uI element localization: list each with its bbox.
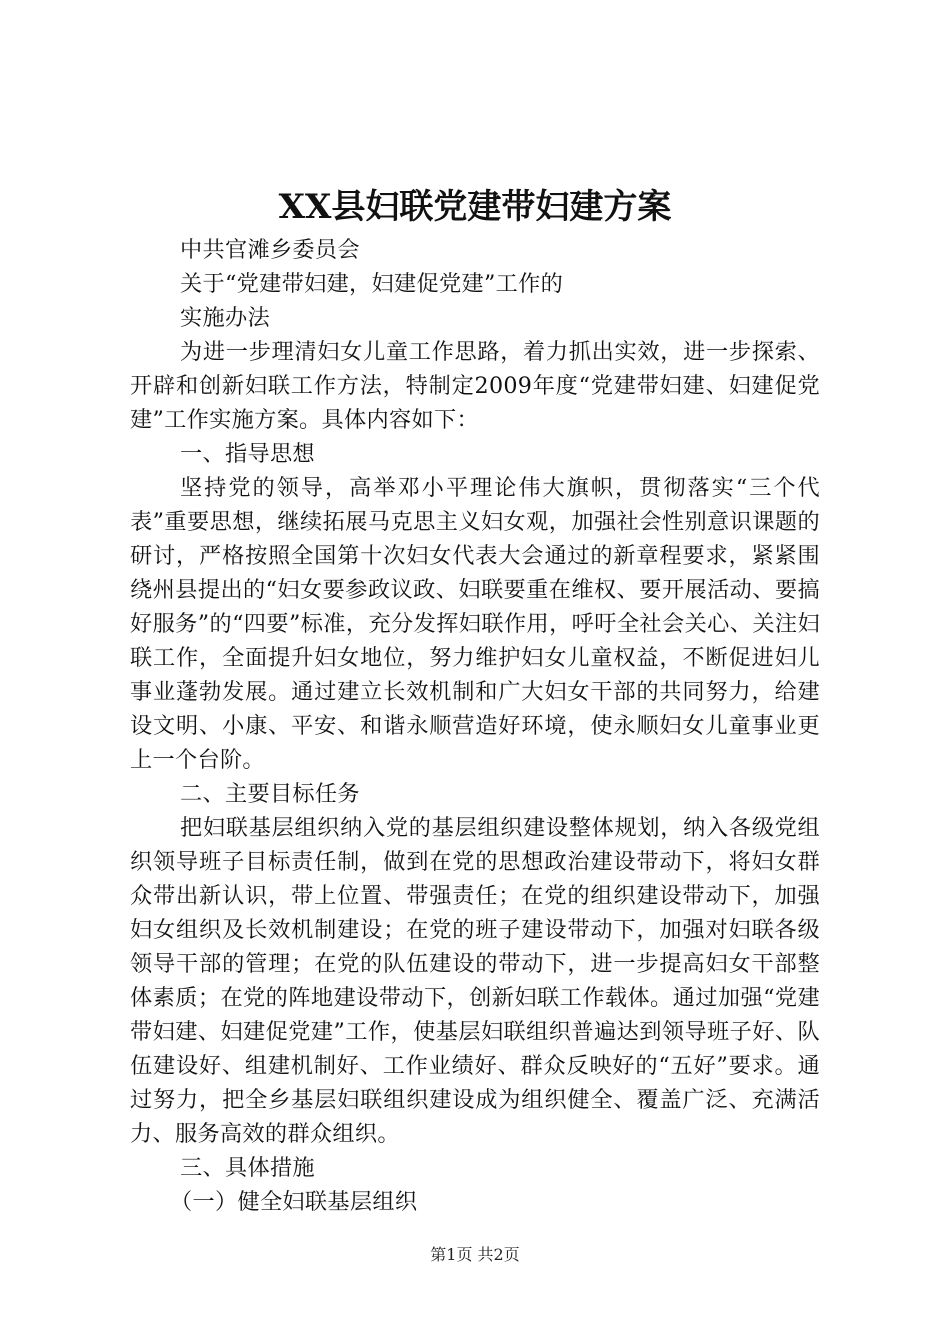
section1-paragraph: 坚持党的领导，高举邓小平理论伟大旗帜，贯彻落实“三个代表”重要思想，继续拓展马克思主义妇女观，加强社会性别意识课题的研讨，严格按照全国第十次妇女代表大会通过的新章程要求，紧紧围绕州县提出的“妇女要参政议政、妇联要重在维权、要开展活动、要搞好服务”的“四要”标准，充分发挥妇联作用，呼吁全社会关心、关注妇联工作，全面提升妇女地位，努力维护妇女儿童权益，不断促进妇儿事业蓬勃发展。通过建立长效机制和广大妇女干部的共同努力，给建设文明、小康、平安、和谐永顺营造好环境，使永顺妇女儿童事业更上一个台阶。 bbox=[130, 475, 820, 773]
intro-paragraph: 为进一步理清妇女儿童工作思路，着力抓出实效，进一步探索、开辟和创新妇联工作方法，特制定2009年度“党建带妇建、妇建促党建”工作实施方案。具体内容如下： bbox=[130, 339, 820, 433]
header-line-3: 实施办法 bbox=[180, 305, 270, 331]
section2-paragraph: 把妇联基层组织纳入党的基层组织建设整体规划，纳入各级党组织领导班子目标责任制，做到在党的思想政治建设带动下，将妇女群众带出新认识，带上位置、带强责任；在党的组织建设带动下，加强妇女组织及长效机制建设；在党的班子建设带动下，加强对妇联各级领导干部的管理；在党的队伍建设的带动下，进一步提高妇女干部整体素质；在党的阵地建设带动下，创新妇联工作载体。通过加强“党建带妇建、妇建促党建”工作，使基层妇联组织普遍达到领导班子好、队伍建设好、组建机制好、工作业绩好、群众反映好的“五好”要求。通过努力，把全乡基层妇联组织建设成为组织健全、覆盖广泛、充满活力、服务高效的群众组织。 bbox=[130, 815, 820, 1147]
document-body bbox=[130, 233, 820, 1219]
page-footer: 第1页 共2页 bbox=[430, 1245, 520, 1264]
section2-heading: 二、主要目标任务 bbox=[180, 781, 360, 807]
section1-heading: 一、指导思想 bbox=[180, 441, 315, 467]
header-line-2: 关于“党建带妇建，妇建促党建”工作的 bbox=[180, 271, 564, 297]
subsection1-heading: （一）健全妇联基层组织 bbox=[170, 1189, 418, 1215]
document-title: XX县妇联党建带妇建方案 bbox=[278, 187, 672, 227]
section3-heading: 三、具体措施 bbox=[180, 1155, 315, 1181]
header-line-1: 中共官滩乡委员会 bbox=[180, 237, 360, 263]
